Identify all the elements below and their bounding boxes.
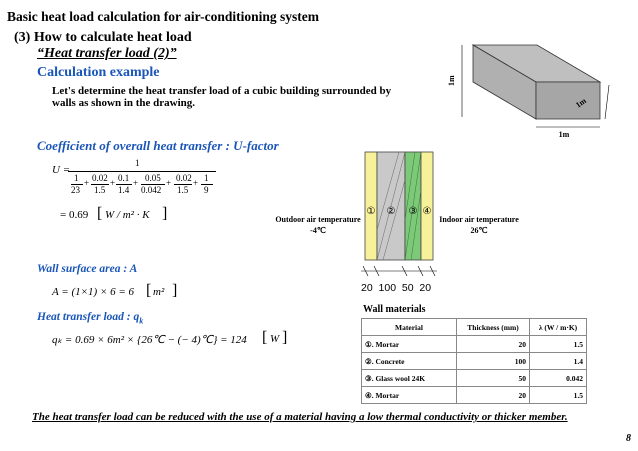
u-result: = 0.69: [60, 209, 89, 221]
plus-sign: +: [193, 178, 199, 188]
layer-2-label: ②: [386, 206, 396, 217]
cube-diagram: [410, 20, 620, 140]
bracket-open: [: [262, 329, 268, 346]
load-heading-text: Heat transfer load : q: [37, 311, 140, 323]
u-term-5-num: 0.02: [176, 173, 192, 183]
plus-sign: +: [84, 178, 90, 188]
area-unit: m²: [153, 286, 165, 298]
outdoor-temp-label: [270, 214, 366, 236]
cell-material: ③. Glass wool 24K: [362, 370, 457, 387]
u-term-4-num: 0.05: [145, 173, 161, 183]
u-term-2-den: 1.5: [94, 185, 106, 195]
cell-material: ①. Mortar: [362, 336, 457, 353]
cube-height-label: 1m: [447, 75, 456, 86]
cube-depth-label: 1m: [573, 96, 588, 110]
table-header-row: [362, 319, 587, 336]
wall-section-diagram: [355, 150, 445, 285]
u-term-4-den: 0.042: [141, 185, 162, 195]
table-row: [362, 370, 587, 387]
u-term-5-den: 1.5: [177, 185, 189, 195]
plus-sign: +: [133, 178, 139, 188]
page-number: 8: [626, 433, 631, 444]
indoor-temp-label: [434, 214, 524, 236]
load-unit: W: [270, 333, 280, 345]
cell-lambda: 1.4: [530, 353, 587, 370]
layer-4-label: ④: [422, 206, 432, 217]
cell-thickness: 20: [457, 336, 530, 353]
load-heading-sub: k: [139, 316, 144, 326]
table-row: [362, 387, 587, 404]
area-heading: Wall surface area : A: [37, 263, 138, 275]
cell-material: ④. Mortar: [362, 387, 457, 404]
cell-lambda: 0.042: [530, 370, 587, 387]
section-heading: (3) How to calculate heat load: [14, 30, 192, 45]
layer-3-label: ③: [408, 206, 418, 217]
col-conductivity: λ (W / m·K): [530, 319, 587, 336]
cell-thickness: 20: [457, 387, 530, 404]
indoor-label-text: Indoor air temperature: [439, 215, 519, 224]
table-row: [362, 336, 587, 353]
cell-material: ②. Concrete: [362, 353, 457, 370]
outdoor-label-text: Outdoor air temperature: [275, 215, 361, 224]
cell-lambda: 1.5: [530, 387, 587, 404]
u-term-6-num: 1: [204, 173, 209, 183]
layer-1-label: ①: [366, 206, 376, 217]
cell-lambda: 1.5: [530, 336, 587, 353]
u-term-2-num: 0.02: [92, 173, 108, 183]
bracket-open: [: [146, 282, 152, 299]
bracket-close: ]: [162, 205, 168, 222]
u-term-1-num: 1: [74, 173, 79, 183]
bracket-open: [: [97, 205, 103, 222]
calc-heading: Calculation example: [37, 65, 160, 80]
u-term-3-num: 0.1: [118, 173, 130, 183]
u-main-fraction-bar: [68, 171, 216, 172]
wall-materials-title: Wall materials: [363, 304, 426, 315]
plus-sign: +: [110, 178, 116, 188]
col-thickness: Thickness (mm): [457, 319, 530, 336]
subsection-heading: “Heat transfer load (2)”: [37, 46, 177, 61]
u-term-6-den: 9: [204, 185, 209, 195]
footer-note: The heat transfer load can be reduced with the use of a material having a low thermal conductivity or thicker member.: [32, 411, 568, 423]
intro-text: Let's determine the heat transfer load of a cubic building surrounded by walls as shown in the drawing.: [52, 85, 392, 109]
col-material: Material: [362, 319, 457, 336]
bracket-close: ]: [282, 329, 288, 346]
indoor-value: 26℃: [470, 226, 488, 235]
u-unit: W / m² · K: [105, 209, 150, 221]
plus-sign: +: [166, 178, 172, 188]
table-row: [362, 353, 587, 370]
u-lhs: U =: [52, 164, 71, 176]
cell-thickness: 50: [457, 370, 530, 387]
u-term-1-den: 23: [71, 185, 80, 195]
load-heading: [37, 311, 143, 325]
bracket-close: ]: [172, 282, 178, 299]
load-formula: qₖ = 0.69 × 6m² × {26℃ − (− 4)℃} = 124: [52, 334, 247, 346]
cube-width-label: 1m: [558, 130, 570, 139]
cell-thickness: 100: [457, 353, 530, 370]
layer-thicknesses: 20 100 50 20: [361, 282, 432, 294]
coef-heading: Coefficient of overall heat transfer : U-factor: [37, 138, 279, 153]
area-formula: A = (1×1) × 6 = 6: [52, 286, 135, 298]
wall-materials-table: [361, 318, 587, 404]
page-title: Basic heat load calculation for air-conditioning system: [7, 9, 319, 24]
u-term-3-den: 1.4: [118, 185, 130, 195]
outdoor-value: -4℃: [310, 226, 326, 235]
u-numerator: 1: [135, 158, 140, 168]
